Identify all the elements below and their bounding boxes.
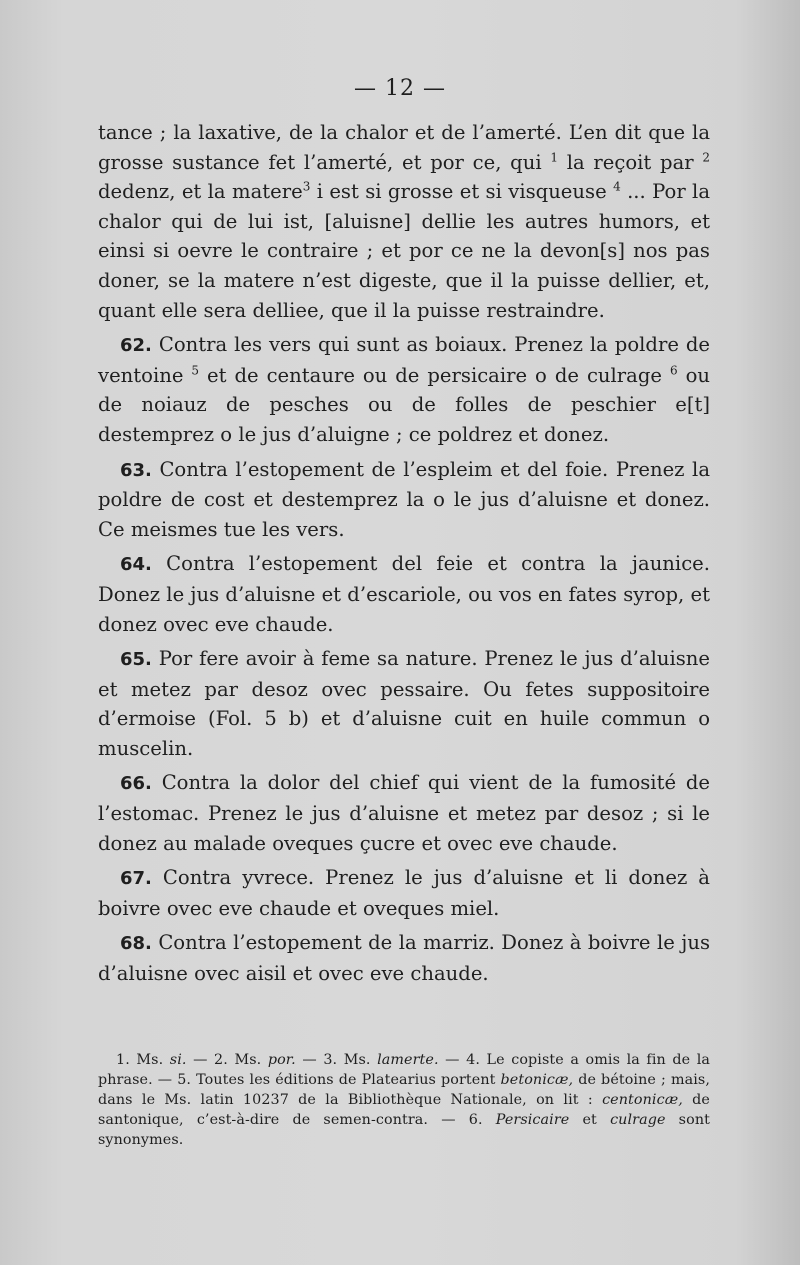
paragraph-text: Contra yvrece. Prenez le jus d’aluisne et li donez à boivre ovec eve chaude et oveques miel. [98, 866, 710, 920]
footnote-segment: si. [169, 1052, 187, 1068]
footnote-segment: — 3. Ms. [295, 1052, 378, 1068]
footnote-segment: centonicæ, [602, 1092, 683, 1108]
paragraph-text: Contra l’estopement de l’espleim et del foie. Prenez la poldre de cost et destemprez la o le jus d’aluisne et donez. Ce meismes tue les vers. [98, 457, 710, 541]
paragraph [98, 455, 710, 545]
paragraph-text: Contra l’estopement del feie et contra la jaunice. Donez le jus d’aluisne et d’escariole, ou vos en fates syrop, et donez ovec eve chaude. [98, 552, 710, 636]
paragraph-text: dedenz, et la matere [98, 180, 303, 204]
paragraph-text: i est si grosse et si visqueuse [310, 180, 614, 204]
paragraph-text: Contra l’estopement de la marriz. Donez à boivre le jus d’aluisne ovec aisil et ovec eve chaude. [98, 931, 710, 986]
footnote-segment: lamerte. [377, 1052, 439, 1068]
paragraph-number: 62. [120, 335, 152, 357]
paragraph-text: tance ; la laxative, de la chalor et de l’amerté. L’en dit que la grosse sustance fet l’amerté, et por ce, qui [98, 121, 710, 174]
paragraph [98, 549, 710, 639]
paragraph [98, 118, 710, 325]
footnote-segment: culrage [610, 1112, 666, 1128]
paragraph-number: 67. [120, 868, 152, 890]
footnote-segment: — 2. Ms. [186, 1052, 268, 1068]
footnote-segment: de bétoine ; mais, dans le Ms. latin 10237 de la Bibliothèque Nationale, on lit : [98, 1072, 710, 1108]
footnote-segment: de santonique, c’est-à-dire de semen-contra. — 6. [98, 1092, 710, 1128]
page-number: — 12 — [354, 76, 446, 101]
footnote-ref: 4 [613, 179, 621, 194]
footnote-segment: — 4. Le copiste a omis la fin de la phrase. — 5. Toutes les éditions de Platearius portent [98, 1052, 711, 1088]
paragraph-number: 68. [120, 933, 152, 955]
footnote-text [98, 1050, 710, 1150]
paragraph-text: Contra les vers qui sunt as boiaux. Prenez la poldre de ventoine [98, 333, 710, 387]
body-text [98, 118, 710, 994]
footnote-segment: por. [267, 1052, 296, 1068]
footnote-segment: 1. Ms. [116, 1052, 170, 1068]
paragraph-number: 65. [120, 649, 152, 671]
paragraph-text: Por fere avoir à feme sa nature. Prenez le jus d’aluisne et metez par desoz ovec pessaire. Ou fetes suppositoire d’ermoise (Fol. 5 b) et d’aluisne cuit en huile commun o muscelin. [98, 647, 710, 760]
footnote-ref: 6 [669, 363, 678, 378]
footnote-ref: 1 [550, 150, 558, 165]
paragraph-number: 66. [120, 773, 152, 795]
paragraph-text: la reçoit par [557, 150, 703, 174]
footnote-ref: 3 [302, 179, 311, 194]
paragraph [98, 928, 710, 988]
footnote-ref: 2 [702, 150, 710, 165]
footnote-segment: betonicæ, [500, 1072, 574, 1088]
paragraph-number: 64. [120, 554, 152, 576]
paragraph [98, 863, 710, 923]
footnote-ref: 5 [191, 363, 200, 378]
footnote-segment: Persicaire [495, 1112, 570, 1128]
footnotes [98, 1050, 710, 1150]
paragraph [98, 644, 710, 763]
paragraph-text: Contra la dolor del chief qui vient de la fumosité de l’estomac. Prenez le jus d’aluisne et metez par desoz ; si le donez au malade oveques çucre et ovec eve chaude. [98, 771, 710, 855]
paragraph-number: 63. [120, 459, 152, 481]
footnote-segment: et [569, 1112, 611, 1128]
paragraph-text: et de centaure ou de persicaire o de culrage [199, 363, 670, 387]
footnote-segment: sont synonymes. [98, 1112, 710, 1148]
paragraph-text: ... Por la chalor qui de lui ist, [aluisne] dellie les autres humors, et einsi si oevre le contraire ; et por ce ne la devon[s] nos pas doner, se la matere n’est digeste, que il la puisse dellier, et, quant elle sera delliee, que il la puisse restraindre. [98, 180, 711, 322]
paragraph [98, 768, 710, 858]
paragraph [98, 330, 710, 449]
paragraph-text: ou de noiauz de pesches ou de folles de peschier e[t] destemprez o le jus d’aluigne ; ce poldrez et donez. [98, 363, 710, 446]
